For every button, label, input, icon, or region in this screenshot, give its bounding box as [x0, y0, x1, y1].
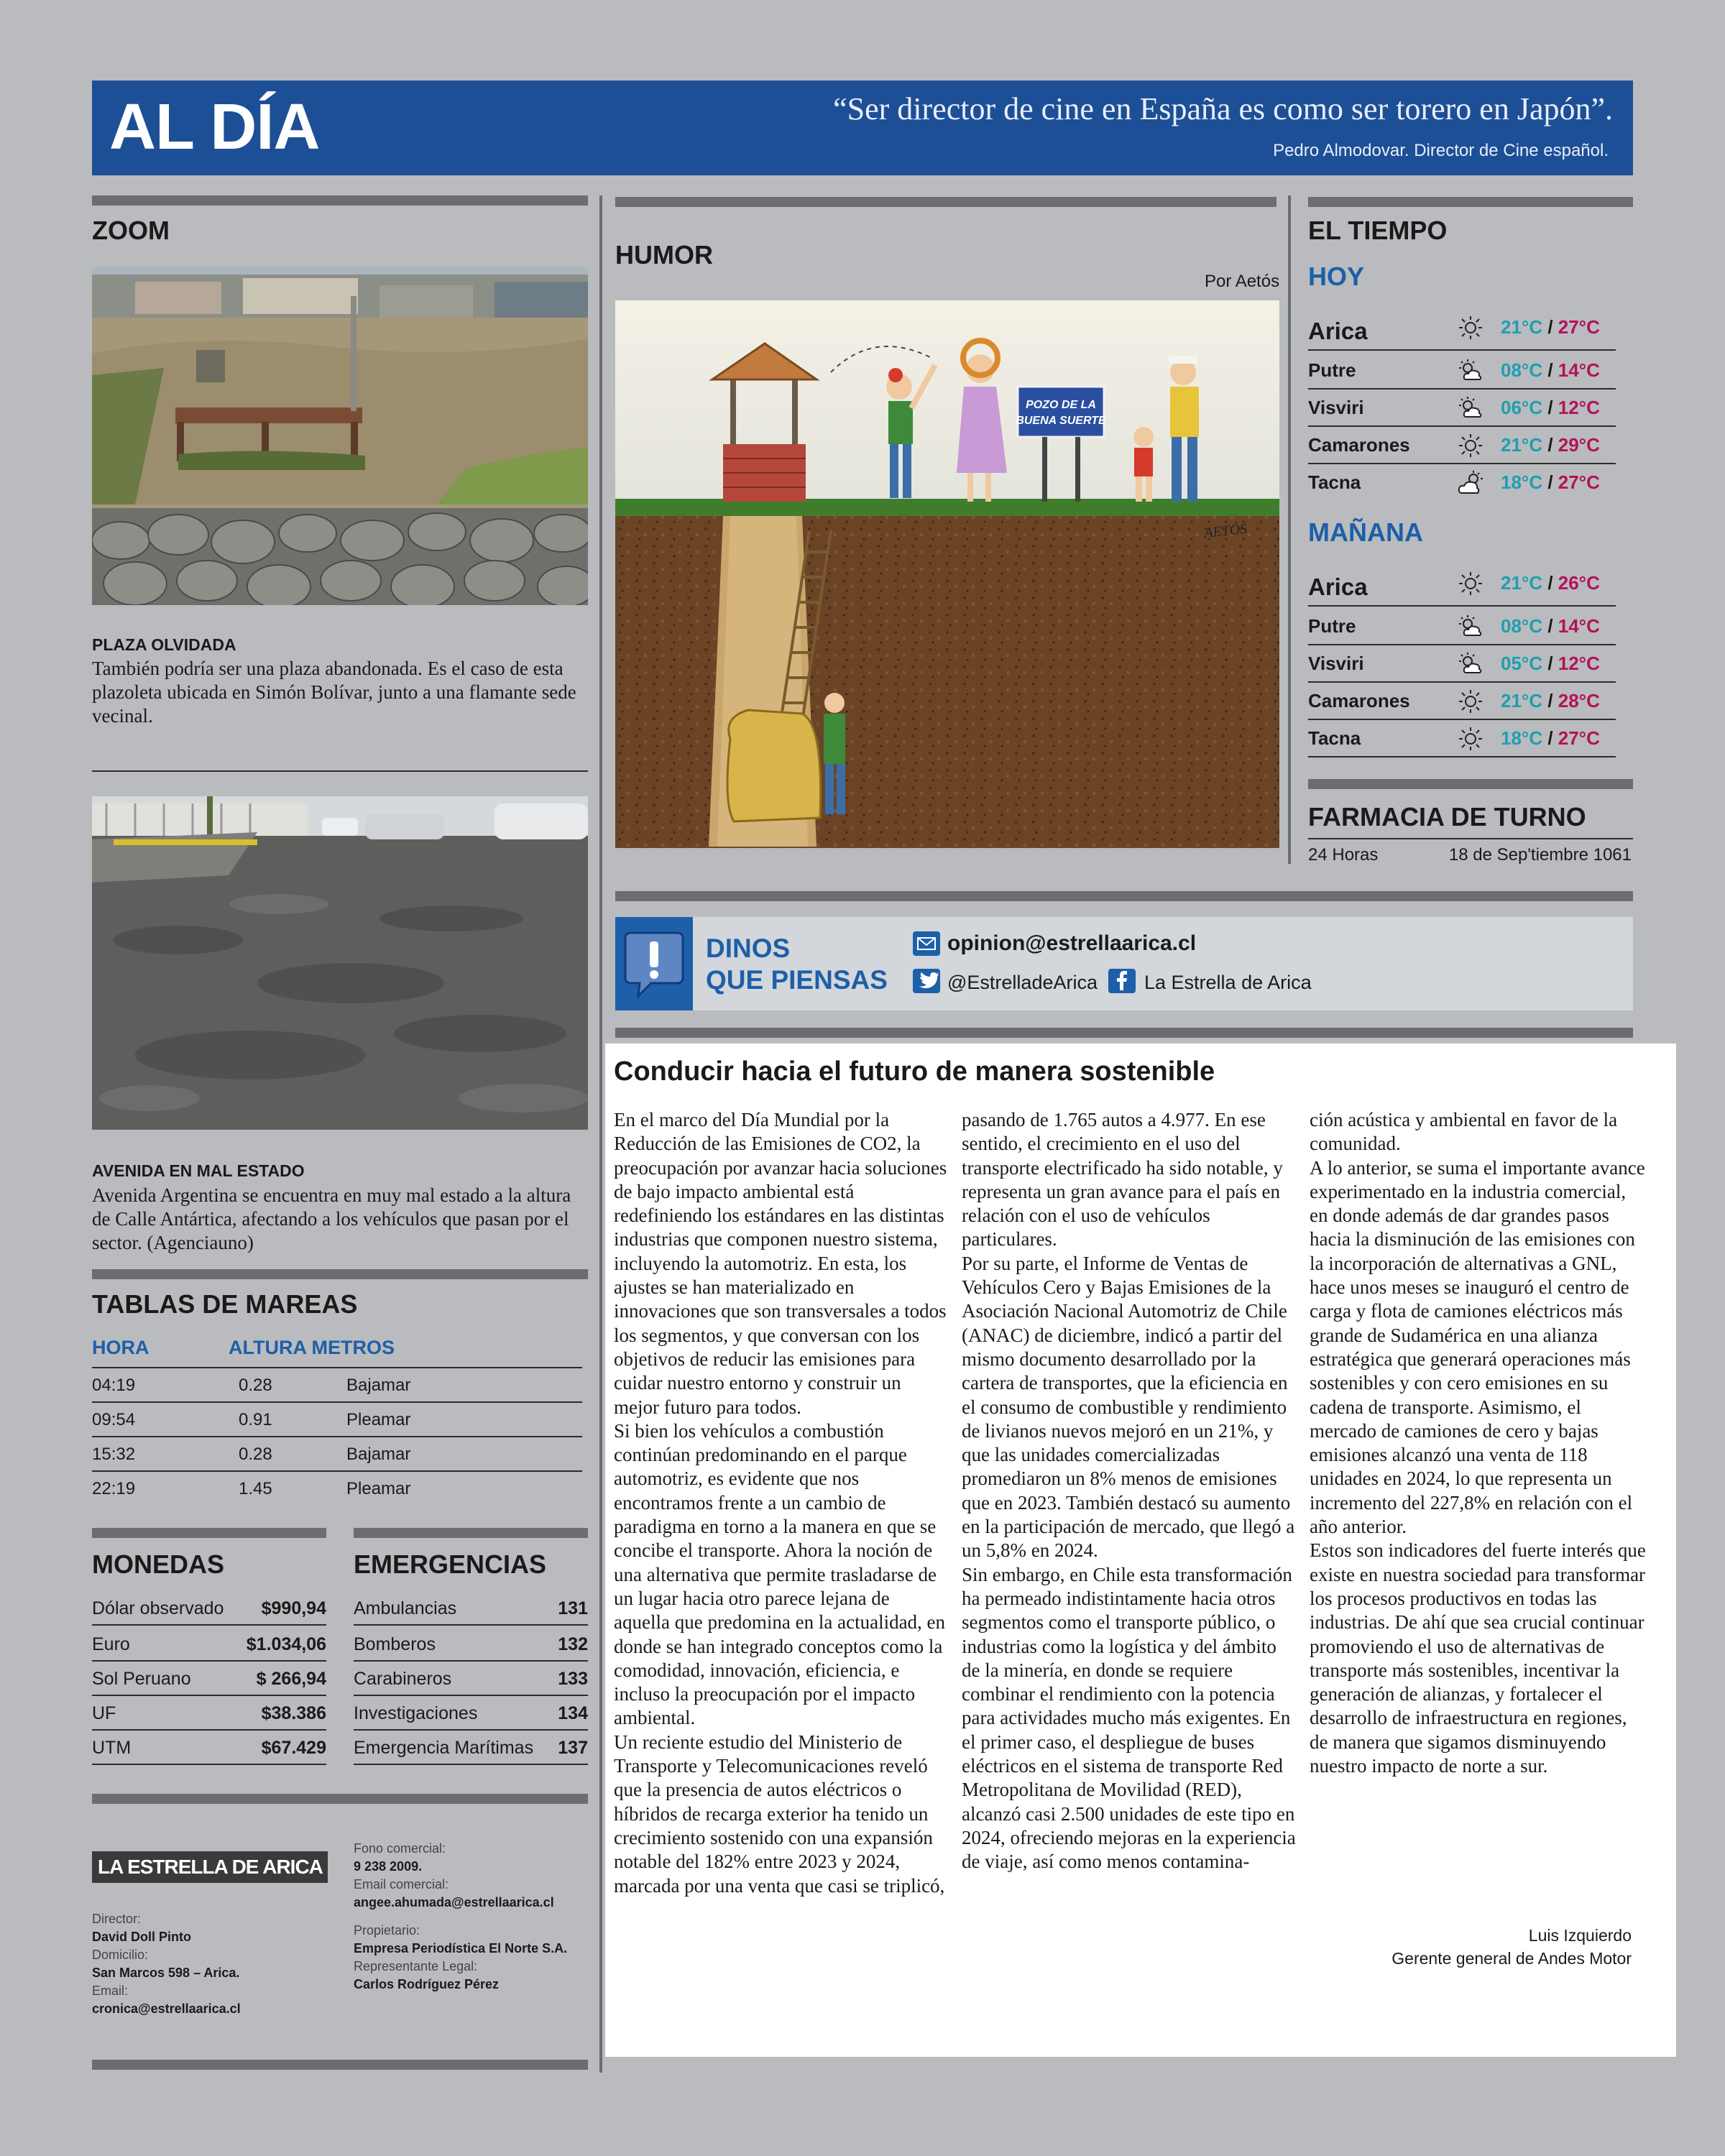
- sun-cloud-icon: [1458, 358, 1484, 384]
- weather-tomorrow-label: MAÑANA: [1308, 517, 1423, 547]
- weather-temps: 21°C / 26°C: [1501, 572, 1600, 594]
- weather-today-label: HOY: [1308, 262, 1365, 291]
- article-paragraph: Estos son indicadores del fuerte interés que existe en nuestra sociedad para transformar los procesos productivos en todas las industrias. De ahí que sea crucial continuar promoviendo el uso de alternativas de transporte más sostenibles, incentivar la generación de alianzas, y fortalecer el desarrollo de infraestructura en regiones, de manera que sigamos disminuyendo nuestro impacto de norte a sur.: [1310, 1539, 1646, 1777]
- divider: [615, 891, 1633, 901]
- opinion-email-link[interactable]: opinion@estrellaarica.cl: [947, 931, 1197, 955]
- weather-max: 27°C: [1558, 727, 1600, 749]
- legal-value: Carlos Rodríguez Pérez: [354, 1977, 500, 1991]
- tides-title: TABLAS DE MAREAS: [92, 1289, 358, 1319]
- currency-row: [92, 1591, 326, 1626]
- currency-row: [92, 1662, 326, 1696]
- sun-icon: [1458, 315, 1484, 341]
- tide-time: 22:19: [92, 1479, 136, 1498]
- owner-label: Propietario:: [354, 1923, 420, 1938]
- weather-max: 27°C: [1558, 316, 1600, 338]
- tide-row: [92, 1403, 582, 1437]
- weather-city: Arica: [1308, 573, 1368, 600]
- section-name: AL DÍA: [109, 91, 320, 163]
- zoom-caption-heading: AVENIDA EN MAL ESTADO: [92, 1161, 305, 1180]
- emergency-row: [354, 1662, 588, 1696]
- opinion-box: [615, 917, 1633, 1010]
- weather-temps: 21°C / 27°C: [1501, 316, 1600, 338]
- currency-name: Euro: [92, 1634, 130, 1654]
- weather-city: Tacna: [1308, 727, 1361, 749]
- svg-text:AETÓS: AETÓS: [1203, 520, 1248, 541]
- humor-title: HUMOR: [615, 240, 713, 270]
- mail-icon: [913, 931, 940, 956]
- pharmacy-title: FARMACIA DE TURNO: [1308, 802, 1586, 831]
- opinion-twitter-link[interactable]: @EstrelladeArica: [947, 972, 1098, 993]
- svg-text:BUENA SUERTE: BUENA SUERTE: [1016, 415, 1106, 427]
- weather-row: [1308, 565, 1616, 607]
- weather-min: 21°C: [1501, 316, 1543, 338]
- article-paragraph: pasando de 1.765 autos a 4.977. En ese sentido, el crecimiento en el uso del transporte electrificado ha sido notable, y representa un gran avance para el país en relación con el uso de vehículos particulares.: [962, 1109, 1283, 1250]
- weather-city: Visviri: [1308, 397, 1364, 418]
- weather-row: [1308, 720, 1616, 757]
- article-paragraph: Por su parte, el Informe de Ventas de Vehículos Cero y Bajas Emisiones de la Asociación Nacional Automotriz de Chile (ANAC) de diciembre, indicó a partir del mismo documento desarrollado por la cartera de transportes, que la eficiencia en el consumo de combustible y rendimiento de livianos nuevos mejoró en un 21%, y que las unidades comercializadas promediaron un 8% menos de emisiones que en 2023. También destacó su aumento en la participación de mercado, que llegó a un 5,8% en 2024.: [962, 1252, 1295, 1562]
- weather-min: 06°C: [1501, 397, 1543, 418]
- currency-value: $990,94: [261, 1598, 326, 1618]
- emergency-name: Emergencia Marítimas: [354, 1738, 534, 1758]
- weather-min: 21°C: [1501, 690, 1543, 711]
- emergency-number: 134: [558, 1703, 588, 1723]
- emergency-name: Carabineros: [354, 1669, 452, 1689]
- emergency-number: 132: [558, 1634, 588, 1654]
- tide-time: 09:54: [92, 1410, 136, 1429]
- weather-row: [1308, 608, 1616, 645]
- currency-row: [92, 1731, 326, 1765]
- weather-max: 28°C: [1558, 690, 1600, 711]
- divider: [354, 1528, 588, 1538]
- opinion-title-line1: DINOS: [706, 934, 791, 963]
- weather-row: [1308, 427, 1616, 464]
- banner-quote-author: Pedro Almodovar. Director de Cine español.: [1273, 141, 1609, 160]
- emergency-number: 131: [558, 1598, 588, 1618]
- weather-max: 29°C: [1558, 434, 1600, 456]
- address-label: Domicilio:: [92, 1948, 149, 1962]
- opinion-facebook-link[interactable]: La Estrella de Arica: [1144, 972, 1312, 993]
- tide-time: 15:32: [92, 1445, 136, 1464]
- banner-quote: “Ser director de cine en España es como ser torero en Japón”.: [833, 91, 1613, 126]
- exclamation-icon: [615, 917, 693, 1010]
- tides-height-header: ALTURA METROS: [229, 1337, 395, 1358]
- weather-temps: 08°C / 14°C: [1501, 359, 1600, 381]
- divider: [92, 2060, 588, 2070]
- weather-city: Arica: [1308, 318, 1368, 344]
- tide-type: Pleamar: [346, 1410, 411, 1429]
- weather-row: [1308, 390, 1616, 427]
- weather-min: 21°C: [1501, 434, 1543, 456]
- phone-value: 9 238 2009.: [354, 1859, 423, 1874]
- weather-max: 12°C: [1558, 653, 1600, 674]
- divider: [92, 770, 588, 772]
- article-paragraph: Si bien los vehículos a combustión continúan predominando en el parque automotriz, es evidente que nos encontramos frente a un cambio de paradigma en torno a la manera en que se concibe el transporte. Ahora la noción de una alternativa que permite trasladarse de un lugar hacia otro parece lejana de aquella que predomina en la actualidad, en donde se han integrado conceptos como la comodidad, innovación, eficiencia, e incluso la preocupación por el impacto ambiental.: [614, 1419, 946, 1729]
- weather-temps: 21°C / 28°C: [1501, 690, 1600, 711]
- zoom-caption-heading: PLAZA OLVIDADA: [92, 635, 236, 654]
- tide-row: [92, 1472, 582, 1505]
- facebook-icon: [1108, 969, 1136, 993]
- emergency-row: [354, 1591, 588, 1626]
- currency-value: $1.034,06: [246, 1634, 326, 1654]
- weather-temps: 21°C / 29°C: [1501, 434, 1600, 456]
- opinion-title: [706, 933, 888, 996]
- email-value: cronica@estrellaarica.cl: [92, 2001, 241, 2016]
- zoom-caption-text: También podría ser una plaza abandonada. Es el caso de esta plazoleta ubicada en Simón Bolívar, junto a una flamante sede vecinal.: [92, 658, 576, 727]
- currency-row: [92, 1696, 326, 1731]
- commercial-email-value: angee.ahumada@estrellaarica.cl: [354, 1895, 554, 1909]
- currency-row: [92, 1627, 326, 1662]
- weather-max: 26°C: [1558, 572, 1600, 594]
- article-paragraph: ción acústica y ambiental en favor de la comunidad.: [1310, 1109, 1618, 1155]
- currency-name: UF: [92, 1703, 116, 1723]
- section-banner: [92, 80, 1633, 175]
- tide-row: [92, 1368, 582, 1403]
- divider: [92, 1528, 326, 1538]
- article-paragraph: En el marco del Día Mundial por la Reducción de las Emisiones de CO2, la preocupación por avanzar hacia soluciones de bajo impacto ambiental está redefiniendo los estándares en las distintas industrias que componen nuestro sistema, incluyendo la automotriz. En esta, los ajustes se han materializado en innovaciones que son transversales a todos los segmentos, y que conversan con los objetivos de reducir las emisiones para cuidar nuestro entorno y construir un mejor futuro para todos.: [614, 1109, 947, 1418]
- avenue-photo: [92, 796, 588, 1130]
- article-column-3: [1310, 1108, 1646, 1778]
- currency-title: MONEDAS: [92, 1549, 225, 1579]
- article-column-1: [614, 1108, 950, 1898]
- weather-city: Putre: [1308, 359, 1356, 381]
- emergency-name: Ambulancias: [354, 1598, 457, 1618]
- article-column-2: [962, 1108, 1298, 1874]
- cloud-sun-icon: [1458, 470, 1484, 496]
- tide-time: 04:19: [92, 1376, 136, 1395]
- humor-cartoon: [615, 300, 1279, 848]
- weather-min: 21°C: [1501, 572, 1543, 594]
- tide-height: 1.45: [239, 1479, 272, 1498]
- weather-temps: 18°C / 27°C: [1501, 471, 1600, 493]
- article-headline: Conducir hacia el futuro de manera sostenible: [614, 1056, 1215, 1087]
- weather-temps: 05°C / 12°C: [1501, 653, 1600, 674]
- twitter-icon: [913, 969, 940, 993]
- tide-height: 0.28: [239, 1376, 272, 1395]
- pharmacy-hours: 24 Horas: [1308, 845, 1379, 865]
- weather-row: [1308, 309, 1616, 351]
- weather-city: Camarones: [1308, 434, 1410, 456]
- masthead-right: [354, 1840, 591, 1994]
- weather-min: 05°C: [1501, 653, 1543, 674]
- currency-name: Sol Peruano: [92, 1669, 191, 1689]
- commercial-email-label: Email comercial:: [354, 1877, 449, 1892]
- weather-min: 18°C: [1501, 727, 1543, 749]
- emergency-row: [354, 1627, 588, 1662]
- article-author-role: Gerente general de Andes Motor: [1392, 1949, 1632, 1968]
- masthead-left: [92, 1910, 336, 2018]
- emergency-name: Investigaciones: [354, 1703, 478, 1723]
- column-divider: [599, 195, 602, 2073]
- weather-min: 08°C: [1501, 359, 1543, 381]
- emergency-number: 137: [558, 1738, 588, 1758]
- tide-type: Bajamar: [346, 1376, 411, 1395]
- weather-city: Visviri: [1308, 653, 1364, 674]
- sun-icon: [1458, 726, 1484, 752]
- phone-label: Fono comercial:: [354, 1841, 446, 1856]
- column-divider: [1288, 195, 1291, 864]
- currency-name: Dólar observado: [92, 1598, 224, 1618]
- opinion-article: [605, 1044, 1676, 2057]
- tide-height: 0.28: [239, 1445, 272, 1464]
- divider: [1308, 779, 1633, 789]
- emergency-row: [354, 1696, 588, 1731]
- weather-row: [1308, 352, 1616, 390]
- divider: [1308, 197, 1633, 207]
- emergency-number: 133: [558, 1669, 588, 1689]
- weather-temps: 08°C / 14°C: [1501, 615, 1600, 637]
- humor-byline: Por Aetós: [1205, 272, 1280, 291]
- zoom-caption-text: Avenida Argentina se encuentra en muy mal estado a la altura de Calle Antártica, afectando a los vehículos que pasan por el sector. (Agenciauno): [92, 1184, 571, 1253]
- weather-max: 12°C: [1558, 397, 1600, 418]
- weather-temps: 18°C / 27°C: [1501, 727, 1600, 749]
- owner-value: Empresa Periodística El Norte S.A.: [354, 1941, 568, 1955]
- currency-value: $ 266,94: [256, 1669, 326, 1689]
- currency-name: UTM: [92, 1738, 132, 1758]
- article-author: Luis Izquierdo: [1528, 1926, 1632, 1945]
- currency-value: $67.429: [261, 1738, 326, 1758]
- tide-row: [92, 1437, 582, 1472]
- weather-max: 27°C: [1558, 471, 1600, 493]
- weather-min: 18°C: [1501, 471, 1543, 493]
- weather-title: EL TIEMPO: [1308, 216, 1448, 245]
- divider: [92, 1269, 588, 1279]
- sun-cloud-icon: [1458, 651, 1484, 677]
- weather-min: 08°C: [1501, 615, 1543, 637]
- weather-city: Camarones: [1308, 690, 1410, 711]
- sun-cloud-icon: [1458, 614, 1484, 640]
- article-paragraph: A lo anterior, se suma el importante avance experimentado en la industria comercial, en donde además de dar grandes pasos hacia la disminución de las emisiones con la incorporación de alternativas a GNL, hace unos meses se inauguró el centro de carga y flota de camiones eléctricos más grande de Sudamérica en una alianza estratégica que generará operaciones más sostenibles y con cero emisiones en su cadena de transporte. Asimismo, el mercado de camiones de cero y bajas emisiones alcanzó una venta de 118 unidades en 2024, lo que representa un incremento del 227,8% en relación con el año anterior.: [1310, 1156, 1645, 1538]
- svg-text:POZO DE LA: POZO DE LA: [1026, 399, 1096, 411]
- weather-max: 14°C: [1558, 359, 1600, 381]
- weather-temps: 06°C / 12°C: [1501, 397, 1600, 418]
- weather-row: [1308, 645, 1616, 683]
- weather-row: [1308, 683, 1616, 720]
- divider: [615, 1028, 1633, 1038]
- sun-icon: [1458, 571, 1484, 596]
- newspaper-logo: [92, 1851, 328, 1883]
- emergency-row: [354, 1731, 588, 1765]
- plaza-photo: [92, 267, 588, 605]
- opinion-title-line2: QUE PIENSAS: [706, 965, 888, 995]
- weather-city: Putre: [1308, 615, 1356, 637]
- divider: [1308, 838, 1633, 839]
- pharmacy-address: 18 de Sep'tiembre 1061: [1448, 845, 1632, 865]
- divider: [92, 1794, 588, 1804]
- director-name: David Doll Pinto: [92, 1930, 192, 1944]
- tides-hour-header: HORA: [92, 1337, 150, 1358]
- currency-value: $38.386: [261, 1703, 326, 1723]
- legal-label: Representante Legal:: [354, 1959, 478, 1973]
- divider: [92, 195, 588, 206]
- weather-row: [1308, 464, 1616, 500]
- divider: [615, 197, 1276, 207]
- tide-height: 0.91: [239, 1410, 272, 1429]
- weather-city: Tacna: [1308, 471, 1361, 493]
- sun-icon: [1458, 688, 1484, 714]
- director-label: Director:: [92, 1912, 142, 1926]
- email-label: Email:: [92, 1984, 129, 1998]
- newspaper-logo-text: LA ESTRELLA DE ARICA: [98, 1856, 323, 1878]
- address-value: San Marcos 598 – Arica.: [92, 1966, 240, 1980]
- weather-max: 14°C: [1558, 615, 1600, 637]
- emergency-name: Bomberos: [354, 1634, 436, 1654]
- sun-icon: [1458, 433, 1484, 459]
- emergencies-title: EMERGENCIAS: [354, 1549, 547, 1579]
- sun-cloud-icon: [1458, 395, 1484, 421]
- article-paragraph: Sin embargo, en Chile esta transformación ha permeado indistintamente hacia otros segmentos como el transporte público, o industrias como la logística y del ámbito de la minería, en donde se requiere combinar el rendimiento con la potencia para actividades mucho más exigentes. En el primer caso, el despliegue de buses eléctricos en el sistema de transporte Red Metropolitana de Movilidad (RED), alcanzó casi 2.500 unidades de este tipo en 2024, ofreciendo mejoras en la experiencia de viaje, así como menos contamina-: [962, 1563, 1296, 1873]
- tide-type: Bajamar: [346, 1445, 411, 1464]
- article-paragraph: Un reciente estudio del Ministerio de Transporte y Telecomunicaciones reveló que la presencia de autos eléctricos o híbridos de recarga exterior ha tenido un crecimiento sostenido con una expansión notable del 182% entre 2023 y 2024, marcada por una venta que casi se triplicó,: [614, 1731, 945, 1897]
- tide-type: Pleamar: [346, 1479, 411, 1498]
- zoom-title: ZOOM: [92, 216, 170, 245]
